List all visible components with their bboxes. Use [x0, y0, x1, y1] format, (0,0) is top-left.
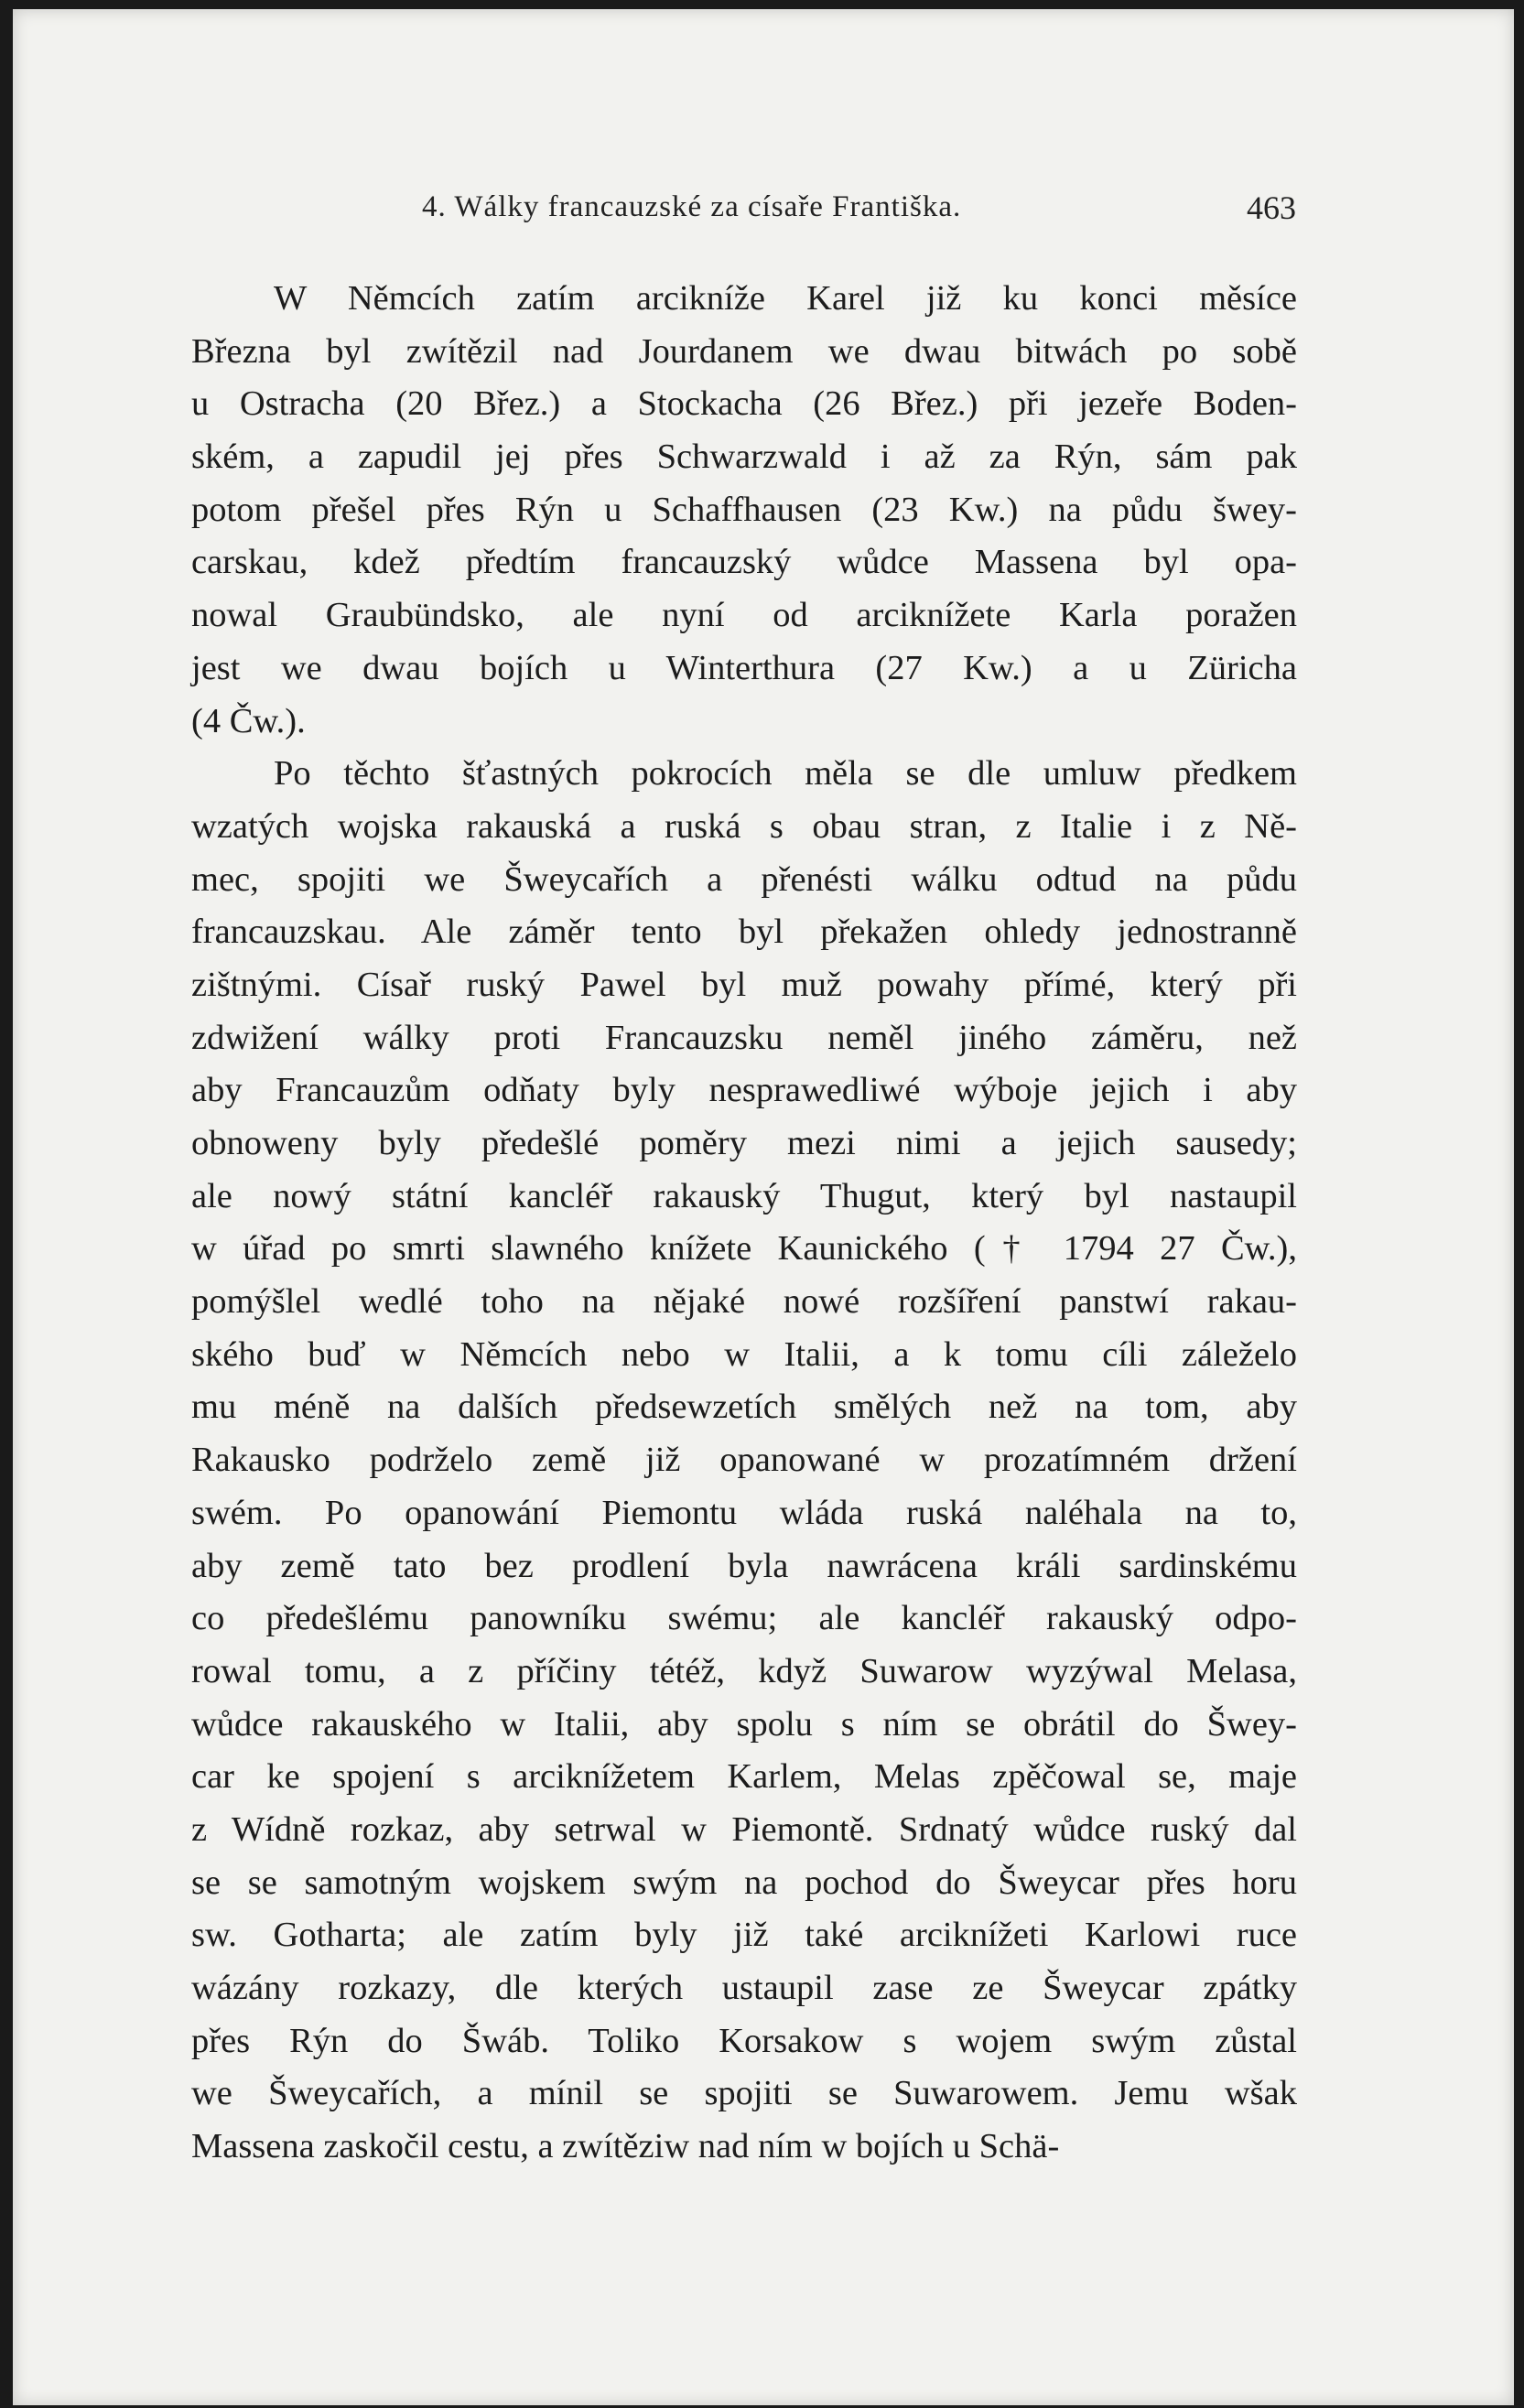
- text-line: ském, a zapudil jej přes Schwarzwald i až za Rýn, sám pak: [191, 437, 1297, 477]
- text-line: pomýšlel wedlé toho na nějaké nowé rozšíření panstwí rakau-: [191, 1282, 1297, 1322]
- text-line: car ke spojení s arciknížetem Karlem, Melas zpěčowal se, maje: [191, 1757, 1297, 1797]
- text-line: wázány rozkazy, dle kterých ustaupil zase ze Šweycar zpátky: [191, 1969, 1297, 2007]
- text-line: W Němcích zatím arcikníže Karel již ku konci měsíce: [274, 279, 1297, 318]
- page-header: [422, 190, 1296, 240]
- text-line: wzatých wojska rakauská a ruská s obau stran, z Italie i z Ně-: [191, 806, 1297, 846]
- text-line: z Wídně rozkaz, aby setrwal w Piemontě. Srdnatý wůdce ruský dal: [191, 1809, 1297, 1849]
- paragraph: [191, 748, 1297, 2174]
- text-line: ského buď w Němcích nebo w Italii, a k tomu cíli záleželo: [191, 1334, 1297, 1374]
- text-line: Března byl zwítězil nad Jourdanem we dwau bitwách po sobě: [191, 331, 1297, 371]
- text-line: Po těchto šťastných pokrocích měla se dle umluw předkem: [274, 754, 1297, 794]
- text-line: zdwižení wálky proti Francauzsku neměl jiného záměru, než: [191, 1018, 1297, 1057]
- text-line: potom přešel přes Rýn u Schaffhausen (23 Kw.) na půdu šwey-: [191, 490, 1297, 529]
- text-line: co předešlému panowníku swému; ale kancléř rakauský odpo-: [191, 1599, 1297, 1638]
- text-line: zištnými. Císař ruský Pawel byl muž powahy přímé, který při: [191, 965, 1297, 1004]
- text-line: francauzskau. Ale záměr tento byl překažen ohledy jednostranně: [191, 912, 1297, 952]
- text-line: rowal tomu, a z příčiny tétéž, když Suwarow wyzýwal Melasa,: [191, 1651, 1297, 1690]
- text-line: u Ostracha (20 Břez.) a Stockacha (26 Břez.) při jezeře Boden-: [191, 384, 1297, 424]
- text-line: aby země tato bez prodlení byla nawrácena králi sardinskému: [191, 1546, 1297, 1585]
- text-line: Rakausko podrželo země již opanowané w prozatímném držení: [191, 1441, 1297, 1480]
- text-line: jest we dwau bojích u Winterthura (27 Kw.) a u Züricha: [191, 648, 1297, 687]
- text-line: sw. Gotharta; ale zatím byly již také arciknížeti Karlowi ruce: [191, 1916, 1297, 1955]
- text-line: obnoweny byly předešlé poměry mezi nimi a jejich sausedy;: [191, 1124, 1297, 1162]
- body-text: [191, 273, 1297, 2174]
- text-line: we Šweycařích, a mínil se spojiti se Suwarowem. Jemu wšak: [191, 2074, 1297, 2113]
- text-line: Massena zaskočil cestu, a zwítěziw nad ním w bojích u Schä-: [191, 2127, 1060, 2166]
- running-head: 4. Wálky francauzské za císaře Františka.: [422, 190, 962, 223]
- text-line: mec, spojiti we Šweycařích a přenésti wálku odtud na půdu: [191, 859, 1297, 899]
- book-page: [13, 9, 1514, 2405]
- paragraph: [191, 273, 1297, 748]
- text-line: nowal Graubündsko, ale nyní od arciknížete Karla poražen: [191, 596, 1297, 635]
- text-line: swém. Po opanowání Piemontu wláda ruská naléhala na to,: [191, 1493, 1297, 1532]
- text-line: carskau, kdež předtím francauzský wůdce Massena byl opa-: [191, 543, 1297, 582]
- text-line: mu méně na dalších předsewzetích smělých než na tom, aby: [191, 1388, 1297, 1427]
- text-line: w úřad po smrti slawného knížete Kaunického († 1794 27 Čw.),: [191, 1229, 1297, 1269]
- text-line: ale nowý státní kancléř rakauský Thugut, který byl nastaupil: [191, 1176, 1297, 1215]
- text-line: aby Francauzům odňaty byly nesprawedliwé wýboje jejich i aby: [191, 1071, 1297, 1110]
- page-number: 463: [1247, 189, 1296, 226]
- text-line: přes Rýn do Šwáb. Toliko Korsakow s wojem swým zůstal: [191, 2021, 1297, 2060]
- text-line: se se samotným wojskem swým na pochod do Šweycar přes horu: [191, 1863, 1297, 1902]
- text-line: wůdce rakauského w Italii, aby spolu s ním se obrátil do Šwey-: [191, 1704, 1297, 1744]
- text-line: (4 Čw.).: [191, 701, 306, 740]
